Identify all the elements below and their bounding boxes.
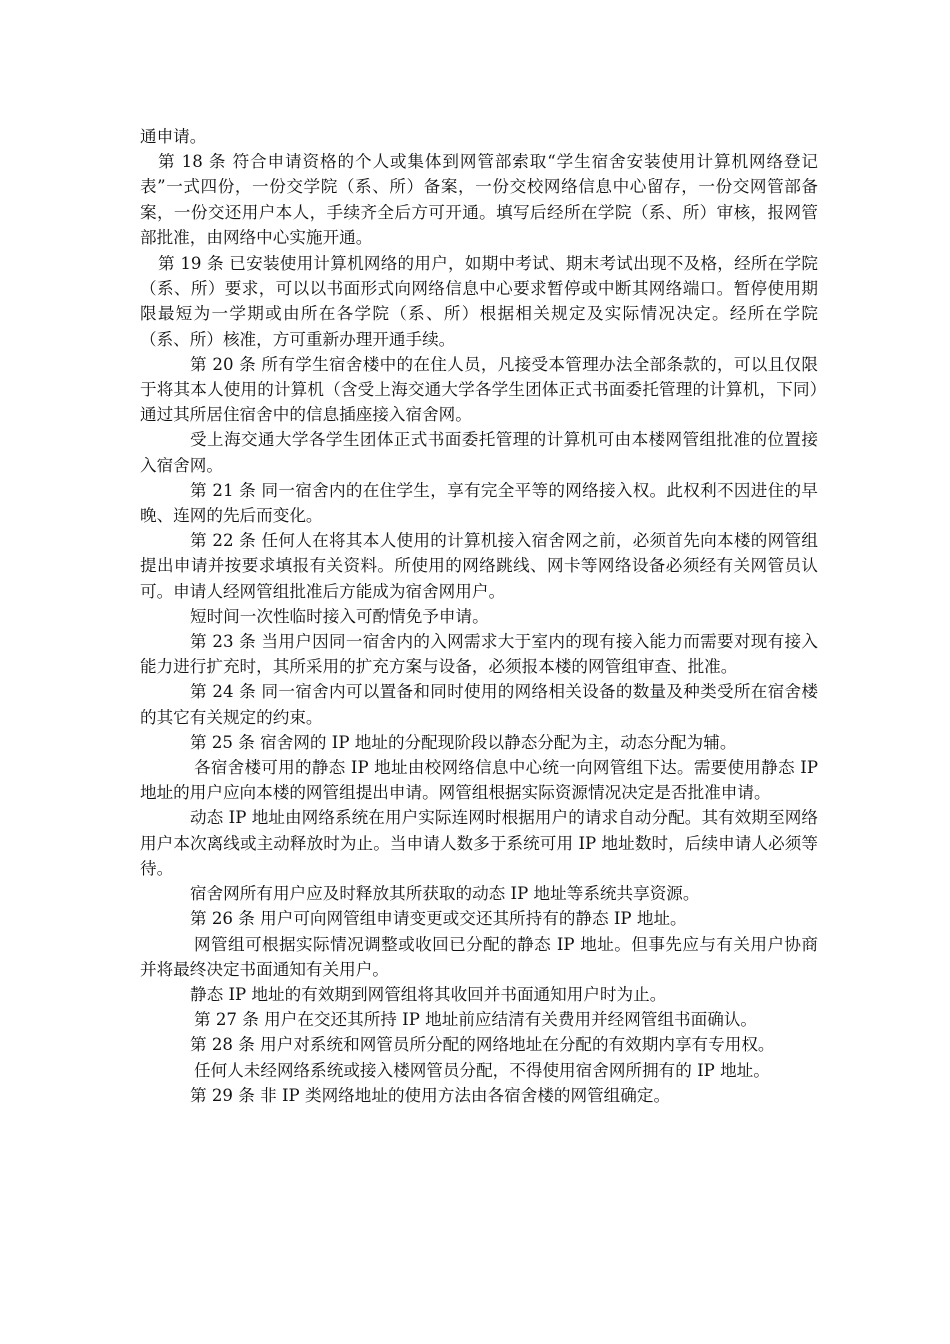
paragraph-continuation: 通申请。 (140, 127, 207, 146)
article-23: 第 23 条 当用户因同一宿舍内的入网需求大于室内的现有接入能力而需要对现有接入能力进行扩充时，其所采用的扩充方案与设备，必须报本楼的网管组审查、批准。 (140, 632, 818, 677)
article-25: 第 25 条 宿舍网的 IP 地址的分配现阶段以静态分配为主，动态分配为辅。 (190, 732, 737, 752)
article-26-validity: 静态 IP 地址的有效期到网管组将其收回并书面通知用户时为止。 (190, 984, 667, 1004)
article-26-adjust: 网管组可根据实际情况调整或收回已分配的静态 IP 地址。但事先应与有关用户协商并将最终决定书面通知有关用户。 (140, 934, 818, 979)
article-20: 第 20 条 所有学生宿舍楼中的在住人员，凡接受本管理办法全部条款的，可以且仅限于将其本人使用的计算机（含受上海交通大学各学生团体正式书面委托管理的计算机，下同）通过其所居住宿舍中的信息插座接入宿舍网。 (140, 354, 818, 425)
article-25-release: 宿舍网所有用户应及时释放其所获取的动态 IP 地址等系统共享资源。 (190, 884, 700, 904)
article-21: 第 21 条 同一宿舍内的在住学生，享有完全平等的网络接入权。此权利不因进住的早晚、连网的先后而变化。 (140, 480, 818, 526)
article-26: 第 26 条 用户可向网管组申请变更或交还其所持有的静态 IP 地址。 (190, 909, 687, 929)
article-25-static-ip: 各宿舍楼可用的静态 IP 地址由校网络信息中心统一向网管组下达。需要使用静态 IP 地址的用户应向本楼的网管组提出申请。网管组根据实际资源情况决定是否批准申请。 (140, 758, 818, 803)
article-18: 第 18 条 符合申请资格的个人或集体到网管部索取“学生宿舍安装使用计算机网络登记表”一式四份，一份交学院（系、所）备案，一份交校网络信息中心留存，一份交网管部备案，一份交还用户本人，手续齐全后方可开通。填写后经所在学院（系、所）审核，报网管部批准，由网络中心实施开通。 (140, 152, 818, 247)
article-27: 第 27 条 用户在交还其所持 IP 地址前应结清有关费用并经网管组书面确认。 (194, 1010, 758, 1030)
article-24: 第 24 条 同一宿舍内可以置备和同时使用的网络相关设备的数量及种类受所在宿舍楼的其它有关规定的约束。 (140, 682, 818, 727)
article-22-note: 短时间一次性临时接入可酌情免予申请。 (190, 606, 489, 626)
article-20-note: 受上海交通大学各学生团体正式书面委托管理的计算机可由本楼网管组批准的位置接入宿舍网。 (140, 430, 818, 475)
article-28-note: 任何人未经网络系统或接入楼网管员分配，不得使用宿舍网所拥有的 IP 地址。 (194, 1060, 770, 1080)
article-22: 第 22 条 任何人在将其本人使用的计算机接入宿舍网之前，必须首先向本楼的网管组提出申请并按要求填报有关资料。所使用的网络跳线、网卡等网络设备必须经有关网管员认可。申请人经网管组批准后方能成为宿舍网用户。 (140, 531, 818, 601)
article-25-dynamic-ip: 动态 IP 地址由网络系统在用户实际连网时根据用户的请求自动分配。其有效期至网络用户本次离线或主动释放时为止。当申请人数多于系统可用 IP 地址数时，后续申请人必须等待。 (140, 808, 818, 878)
article-28: 第 28 条 用户对系统和网管员所分配的网络地址在分配的有效期内享有专用权。 (190, 1035, 775, 1055)
document-page (140, 124, 818, 1108)
article-19: 第 19 条 已安装使用计算机网络的用户，如期中考试、期末考试出现不及格，经所在学院（系、所）要求，可以以书面形式向网络信息中心要求暂停或中断其网络端口。暂停使用期限最短为一学期或由所在各学院（系、所）根据相关规定及实际情况决定。经所在学院（系、所）核准，方可重新办理开通手续。 (140, 254, 818, 349)
article-29: 第 29 条 非 IP 类网络地址的使用方法由各宿舍楼的网管组确定。 (190, 1085, 671, 1105)
